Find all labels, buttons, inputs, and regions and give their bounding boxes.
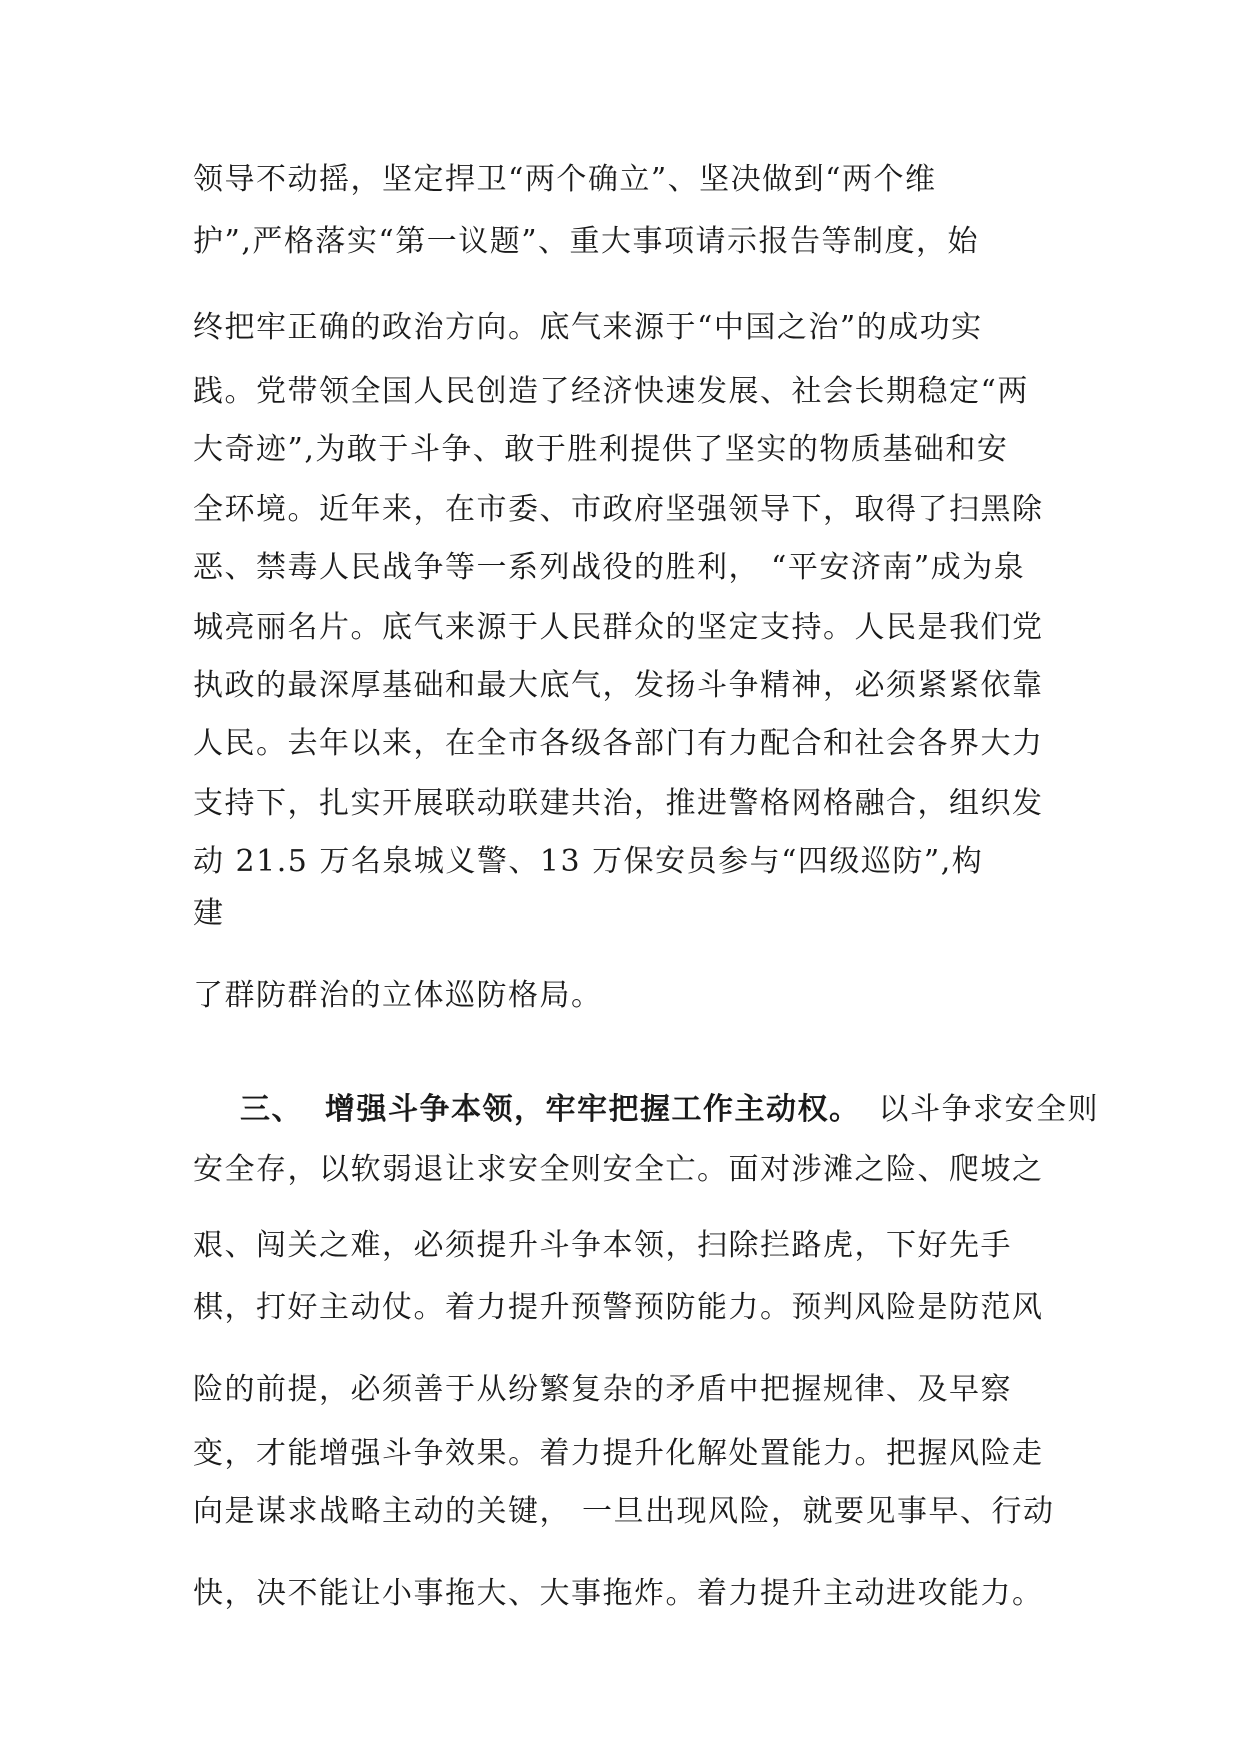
text-line: 领导不动摇，坚定捍卫“两个确立”、坚决做到“两个维 <box>193 162 937 197</box>
section-number: 三、 <box>240 1092 303 1127</box>
text-line: 执政的最深厚基础和最大底气，发扬斗争精神，必须紧紧依靠 <box>193 668 1044 703</box>
text-line: 动 21.5 万名泉城义警、13 万保安员参与“四级巡防”,构 <box>193 844 984 879</box>
section-heading: 增强斗争本领，牢牢把握工作主动权。 <box>325 1092 861 1127</box>
text-line: 支持下，扎实开展联动联建共治，推进警格网格融合，组织发 <box>193 786 1044 821</box>
text-line: 终把牢正确的政治方向。底气来源于“中国之治”的成功实 <box>193 310 983 345</box>
text-line: 变，才能增强斗争效果。着力提升化解处置能力。把握风险走 <box>193 1436 1044 1471</box>
text-line: 践。党带领全国人民创造了经济快速发展、社会长期稳定“两 <box>193 374 1029 409</box>
text-line: 人民。去年以来，在全市各级各部门有力配合和社会各界大力 <box>193 726 1044 761</box>
text-line: 大奇迹”,为敢于斗争、敢于胜利提供了坚实的物质基础和安 <box>193 432 1009 467</box>
text-line: 城亮丽名片。底气来源于人民群众的坚定支持。人民是我们党 <box>193 610 1044 645</box>
text-line: 险的前提，必须善于从纷繁复杂的矛盾中把握规律、及早察 <box>193 1372 1012 1407</box>
text-line: 棋，打好主动仗。着力提升预警预防能力。预判风险是防范风 <box>193 1290 1044 1325</box>
text-line: 建 <box>193 896 225 931</box>
section-lead-text: 以斗争求安全则 <box>878 1092 1099 1127</box>
text-line: 护”,严格落实“第一议题”、重大事项请示报告等制度，始 <box>193 224 980 259</box>
text-line: 快，决不能让小事拖大、大事拖炸。着力提升主动进攻能力。 <box>193 1576 1044 1611</box>
text-line: 安全存，以软弱退让求安全则安全亡。面对涉滩之险、爬坡之 <box>193 1152 1044 1187</box>
text-line: 了群防群治的立体巡防格局。 <box>193 978 603 1013</box>
text-line: 艰、闯关之难，必须提升斗争本领，扫除拦路虎，下好先手 <box>193 1228 1012 1263</box>
section-heading-line <box>240 1090 1099 1130</box>
text-line: 向是谋求战略主动的关键， 一旦出现风险，就要见事早、行动 <box>193 1494 1055 1529</box>
text-line: 恶、禁毒人民战争等一系列战役的胜利， “平安济南”成为泉 <box>193 550 1026 585</box>
text-line: 全环境。近年来，在市委、市政府坚强领导下，取得了扫黑除 <box>193 492 1044 527</box>
